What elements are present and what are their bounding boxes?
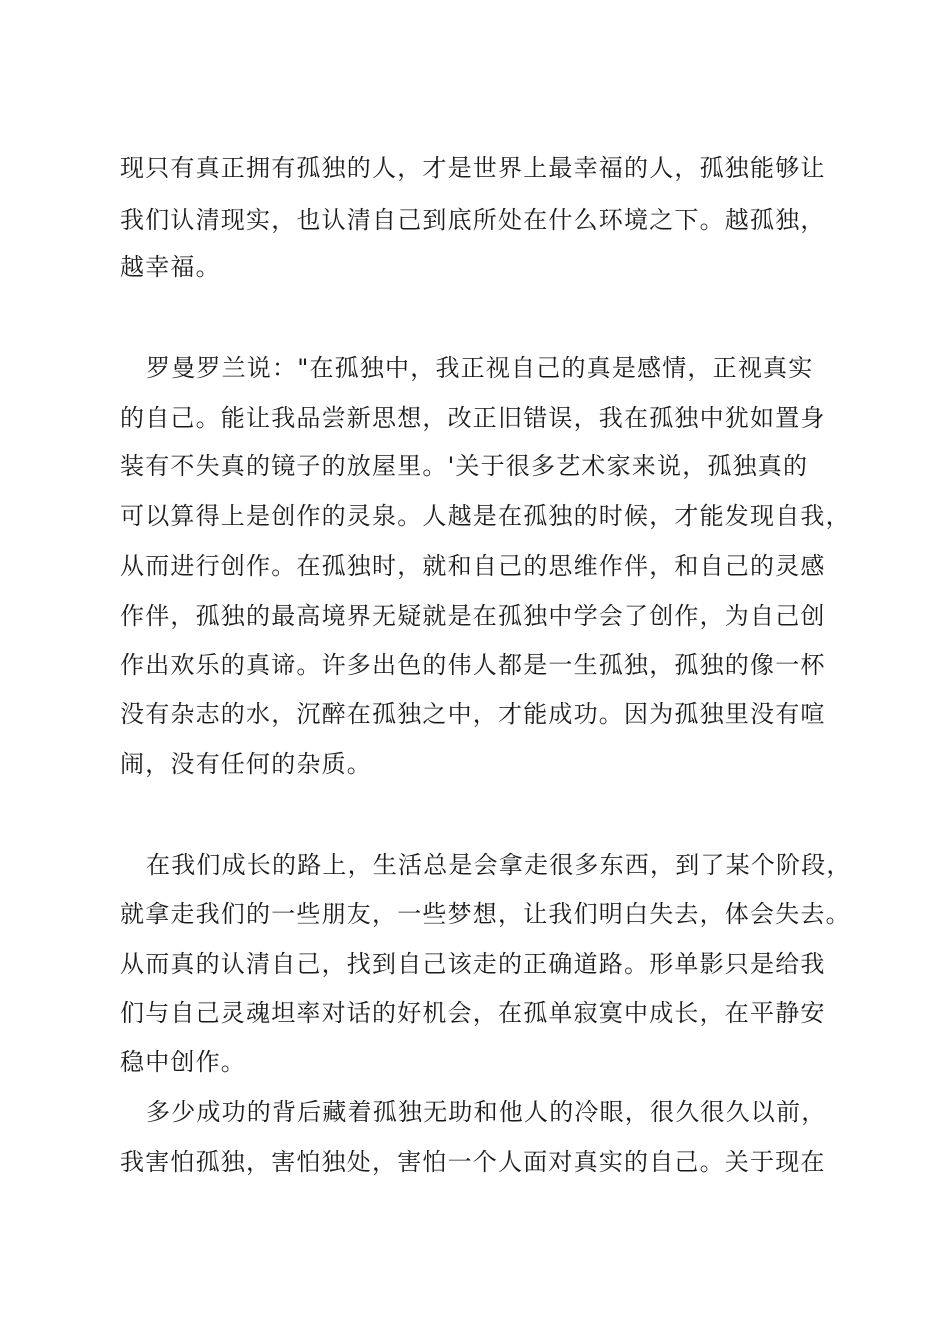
text-line: 我害怕孤独，害怕独处，害怕一个人面对真实的自己。关于现在	[120, 1148, 826, 1176]
text-line: 多少成功的背后藏着孤独无助和他人的冷眼，很久很久以前，	[146, 1098, 827, 1126]
text-line: 现只有真正拥有孤独的人，才是世界上最幸福的人，孤独能够让	[120, 154, 826, 182]
text-line: 就拿走我们的一些朋友，一些梦想，让我们明白失去，体会失去。	[120, 900, 851, 928]
text-line: 的自己。能让我品尝新思想，改正旧错误，我在孤独中犹如置身	[120, 404, 826, 432]
text-line: 闹，没有任何的杂质。	[120, 750, 372, 778]
text-line: 作伴，孤独的最高境界无疑就是在孤独中学会了创作，为自己创	[120, 602, 826, 630]
text-line: 我们认清现实，也认清自己到底所处在什么环境之下。越孤独，	[120, 206, 826, 234]
text-line: 稳中创作。	[120, 1048, 246, 1076]
text-line: 在我们成长的路上，生活总是会拿走很多东西，到了某个阶段，	[146, 851, 852, 879]
text-line: 罗曼罗兰说："在孤独中，我正视自己的真是感情，正视真实	[146, 354, 814, 382]
text-line: 越幸福。	[120, 253, 221, 281]
text-line: 作出欢乐的真谛。许多出色的伟人都是一生孤独，孤独的像一杯	[120, 651, 826, 679]
text-line: 可以算得上是创作的灵泉。人越是在孤独的时候，才能发现自我，	[120, 502, 851, 530]
text-line: 们与自己灵魂坦率对话的好机会，在孤单寂寞中成长，在平静安	[120, 999, 826, 1027]
text-line: 装有不失真的镜子的放屋里。'关于很多艺术家来说，孤独真的	[120, 452, 809, 480]
text-line: 从而进行创作。在孤独时，就和自己的思维作伴，和自己的灵感	[120, 552, 826, 580]
text-line: 从而真的认清自己，找到自己该走的正确道路。形单影只是给我	[120, 950, 826, 978]
text-line: 没有杂志的水，沉醉在孤独之中，才能成功。因为孤独里没有喧	[120, 700, 826, 728]
